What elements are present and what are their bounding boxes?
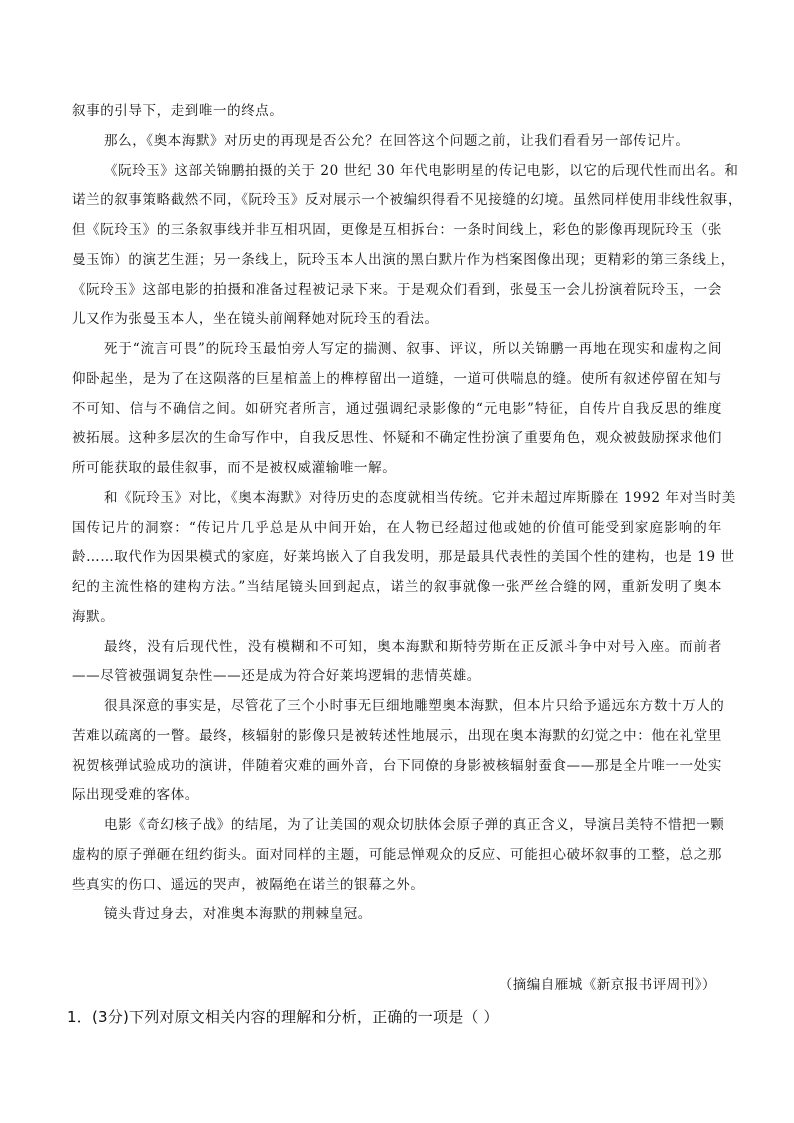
text-line: 最终，没有后现代性，没有模糊和不可知，奥本海默和斯特劳斯在正反派斗争中对号入座。而前者 (104, 638, 722, 655)
text-line: 那么，《奥本海默》对历史的再现是否公允？在回答这个问题之前，让我们看看另一部传记片。 (104, 132, 690, 149)
text-line: 纪的主流性格的建构方法。”当结尾镜头回到起点，诺兰的叙事就像一张严丝合缝的网，重新发明了奥本 (72, 579, 722, 595)
text-line: ——尽管被强调复杂性——还是成为符合好莱坞逻辑的悲情英雄。 (72, 668, 481, 685)
text-line: 和《阮玲玉》对比，《奥本海默》对待历史的态度就相当传统。它并未超过库斯滕在 1992 年对当时美 (104, 489, 736, 506)
text-line: 儿又作为张曼玉本人，坐在镜头前阐释她对阮玲玉的看法。 (72, 311, 439, 328)
text-line: 叙事的引导下，走到唯一的终点。 (72, 103, 284, 119)
text-line: 很具深意的事实是，尽管花了三个小时事无巨细地雕塑奥本海默，但本片只给予遥远东方数十万人的 (104, 698, 725, 714)
question-1: 1．(3分)下列对原文相关内容的理解和分析，正确的一项是（ ） (67, 1008, 499, 1026)
text-line: 所可能获取的最佳叙事，而不是被权威灌输唯一解。 (72, 460, 397, 476)
source-citation: （摘编自雁城《新京报书评周刊》） (498, 977, 716, 993)
text-line: 死于“流言可畏”的阮玲玉最怕旁人写定的揣测、叙事、评议，所以关锦鹏一再地在现实和虚构之间 (104, 341, 722, 357)
text-line: 苦难以疏离的一瞥。最终，核辐射的影像只是被转述性地展示，出现在奥本海默的幻觉之中：他在礼堂里 (72, 727, 722, 744)
text-line: 镜头背过身去，对准奥本海默的荆棘皇冠。 (104, 906, 372, 923)
text-line: 电影《奇幻核子战》的结尾，为了让美国的观众切肤体会原子弹的真正含义，导演吕美特不惜把一颗 (104, 817, 725, 833)
text-line: 国传记片的洞察：“传记片几乎总是从中间开始，在人物已经超过他或她的价值可能受到家庭影响的年 (72, 519, 722, 536)
text-line: 际出现受难的客体。 (72, 787, 199, 804)
text-line: 曼玉饰）的演艺生涯；另一条线上，阮玲玉本人出演的黑白默片作为档案图像出现；更精彩的第三条线上， (72, 251, 735, 268)
text-line: 祝贺核弹试验成功的演讲，伴随着灾难的画外音，台下同僚的身影被核辐射蚕食——那是全片唯一一处实 (72, 757, 722, 774)
text-line: 海默。 (72, 608, 115, 625)
text-line: 诺兰的叙事策略截然不同，《阮玲玉》反对展示一个被编织得看不见接缝的幻境。虽然同样使用非线性叙事， (72, 192, 743, 209)
text-line: 《阮玲玉》这部电影的拍摄和准备过程被记录下来。于是观众们看到，张曼玉一会儿扮演着阮玲玉，一会 (72, 281, 722, 298)
text-line: 被拓展。这种多层次的生命写作中，自我反思性、怀疑和不确定性扮演了重要角色，观众被鼓励探求他们 (72, 430, 722, 447)
text-line: 《阮玲玉》这部关锦鹏拍摄的关于 20 世纪 30 年代电影明星的传记电影，以它的后现代性而出名。和 (104, 162, 739, 179)
text-line: 但《阮玲玉》的三条叙事线并非互相巩固，更像是互相拆台：一条时间线上，彩色的影像再现阮玲玉（张 (72, 222, 722, 238)
text-line: 不可知、信与不确信之间。如研究者所言，通过强调纪录影像的“元电影”特征，自传片自我反思的维度 (72, 400, 722, 417)
text-line: 虚构的原子弹砸在纽约街头。面对同样的主题，可能忌惮观众的反应、可能担心破坏叙事的工整，总之那 (72, 846, 722, 863)
text-line: 些真实的伤口、遥远的哭声，被隔绝在诺兰的银幕之外。 (72, 876, 425, 893)
text-line: 龄……取代作为因果模式的家庭，好莱坞嵌入了自我发明，那是最具代表性的美国个性的建构，也是 19 世 (72, 549, 735, 566)
text-line: 仰卧起坐，是为了在这陨落的巨星棺盖上的榫椁留出一道缝，一道可供喘息的缝。使所有叙述停留在知与 (72, 370, 722, 387)
